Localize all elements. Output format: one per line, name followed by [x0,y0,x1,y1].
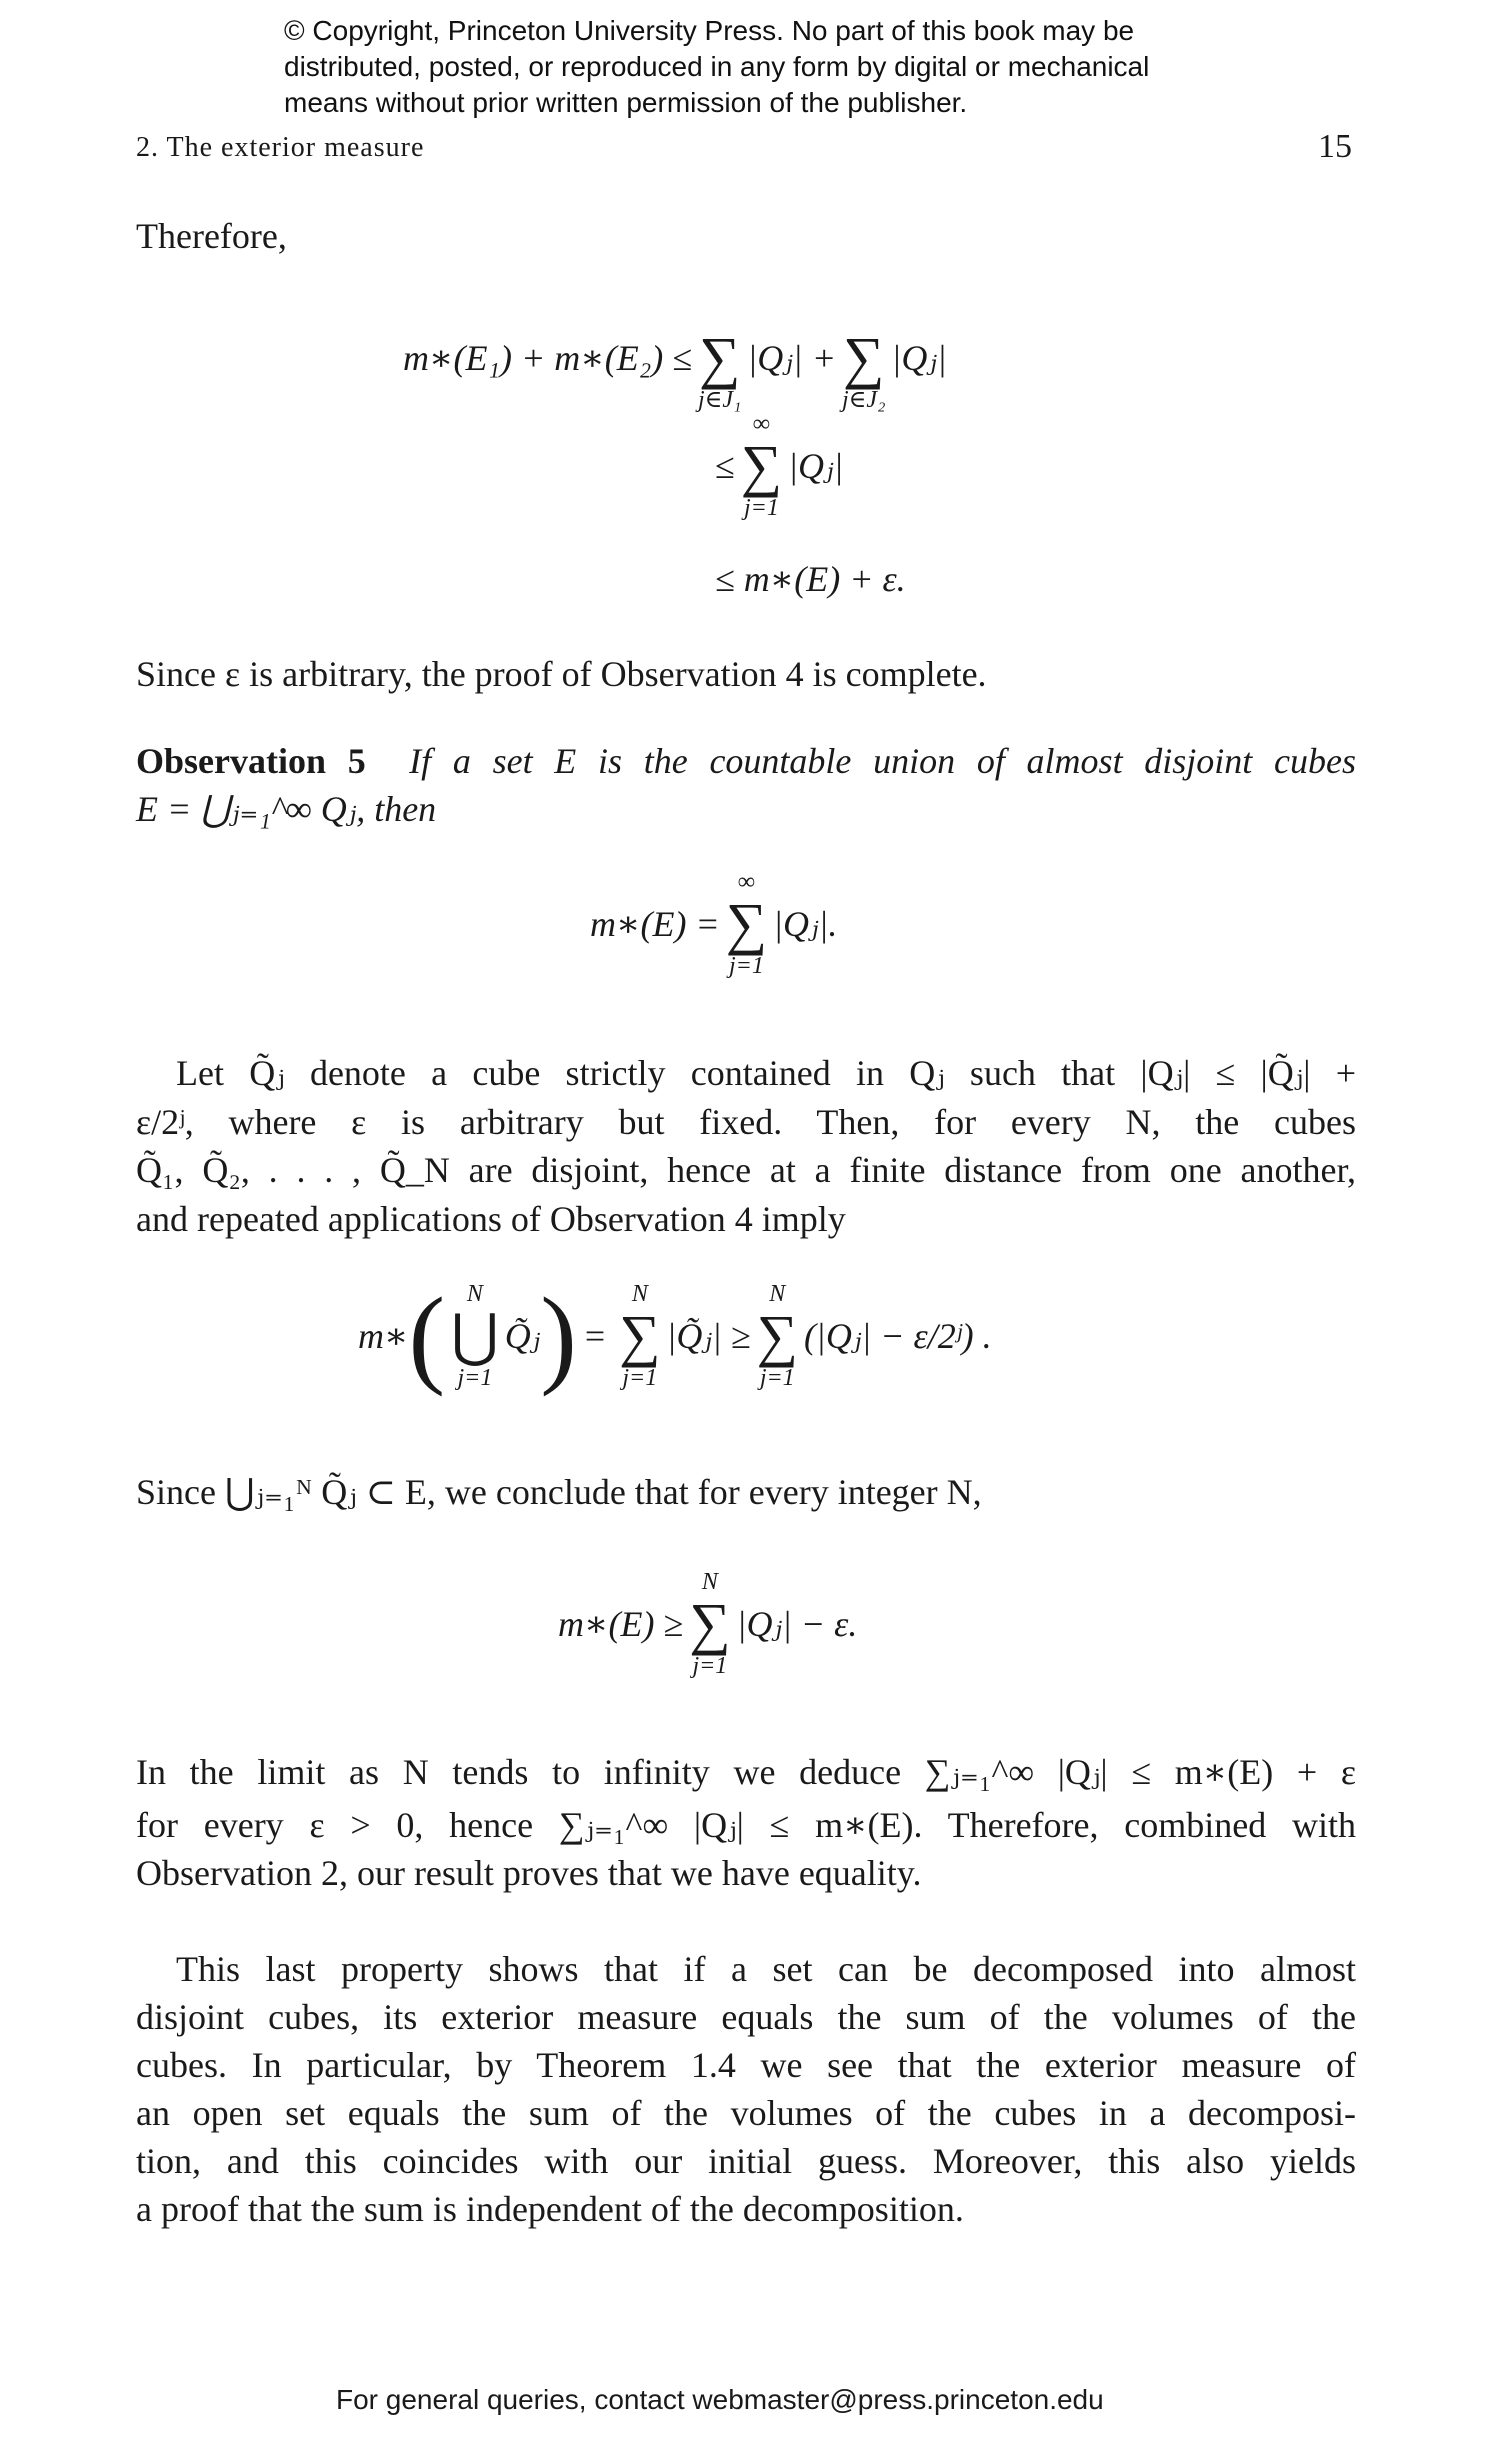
equation-1-row-3: ≤ m∗(E) + ε. [715,559,906,599]
copyright-line: distributed, posted, or reproduced in any form by digital or mechanical [284,51,1150,82]
observation-label: Observation 5 [136,741,366,781]
observation-line-2: E = ⋃ⱼ₌₁^∞ Qⱼ, then [136,789,437,829]
equation-1-row-1 [403,302,947,414]
paragraph-line: tion, and this coincides with our initial guess. Moreover, this also yields [136,2141,1356,2181]
sum-symbol: ∑ j∈J₂ [841,325,886,413]
page-number: 15 [1318,128,1352,165]
sum-symbol: N ∑ j=1 [619,1281,661,1391]
union-symbol: N ⋃ j=1 [451,1281,499,1391]
therefore-text: Therefore, [136,216,287,256]
eq1-lhs: m∗(E₁) + m∗(E₂) ≤ [403,338,692,378]
paragraph-line: a proof that the sum is independent of the decomposition. [136,2189,964,2229]
running-header: 2. The exterior measure [136,132,425,163]
eq1-term: |Qⱼ| [891,338,947,378]
sum-symbol: ∞ ∑ j=1 [740,411,783,521]
paragraph-line: and repeated applications of Observation 4 imply [136,1199,846,1239]
since-text: Since ε is arbitrary, the proof of Observation 4 is complete. [136,654,987,694]
paragraph-line: This last property shows that if a set can be decomposed into almost [176,1949,1356,1989]
eq1-term: |Qⱼ| + [747,338,836,378]
paragraph-line: for every ε > 0, hence ∑ⱼ₌₁^∞ |Qⱼ| ≤ m∗(E). Therefore, combined with [136,1805,1356,1845]
footer-contact: For general queries, contact webmaster@press.princeton.edu [336,2384,1104,2415]
equation-1-row-2: ≤ ∞ ∑ j=1 |Qⱼ| [715,411,844,521]
paragraph-line: Let Q̃ⱼ denote a cube strictly contained in Qⱼ such that |Qⱼ| ≤ |Q̃ⱼ| + [176,1053,1356,1093]
sum-symbol: ∞ ∑ j=1 [725,869,768,979]
observation-line-1: Observation 5 If a set E is the countable union of almost disjoint cubes [136,741,1356,781]
copyright-line: means without prior written permission of the publisher. [284,87,968,118]
paragraph-line: cubes. In particular, by Theorem 1.4 we see that the exterior measure of [136,2045,1356,2085]
paragraph-line: Q̃₁, Q̃₂, . . . , Q̃_N are disjoint, hence at a finite distance from one another, [136,1150,1356,1190]
sum-symbol: ∑ j∈J₁ [697,325,742,413]
paragraph-line: ε/2ʲ, where ε is arbitrary but fixed. Then, for every N, the cubes [136,1102,1356,1142]
equation-2: m∗(E) = ∞ ∑ j=1 |Qⱼ|. [590,869,838,979]
sum-symbol: N ∑ j=1 [689,1569,731,1679]
copyright-line: © Copyright, Princeton University Press. No part of this book may be [284,15,1135,46]
since-union-text: Since ⋃ⱼ₌₁ᴺ Q̃ⱼ ⊂ E, we conclude that for every integer N, [136,1472,982,1512]
paragraph-line: an open set equals the sum of the volumes of the cubes in a decomposi- [136,2093,1356,2133]
paragraph-line: In the limit as N tends to infinity we deduce ∑ⱼ₌₁^∞ |Qⱼ| ≤ m∗(E) + ε [136,1752,1356,1792]
paragraph-line: disjoint cubes, its exterior measure equals the sum of the volumes of the [136,1997,1356,2037]
equation-3: m∗ ( N ⋃ j=1 Q̃ⱼ ) = N ∑ j=1 |Q̃ⱼ| ≥ N ∑ j=1 (|Qⱼ| − ε/2ʲ) . [358,1275,992,1397]
sum-symbol: N ∑ j=1 [756,1281,798,1391]
paragraph-line: Observation 2, our result proves that we have equality. [136,1853,922,1893]
equation-4: m∗(E) ≥ N ∑ j=1 |Qⱼ| − ε. [558,1569,858,1679]
